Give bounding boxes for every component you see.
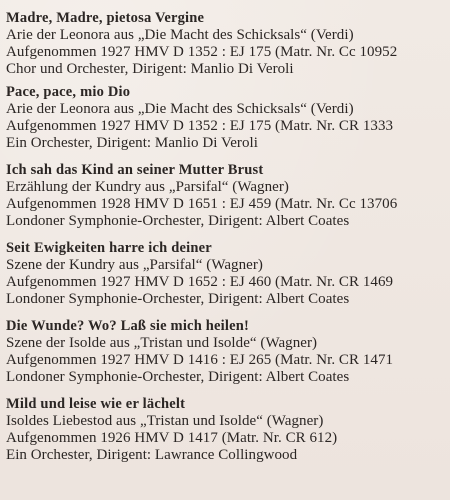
track-title: Mild und leise wie er lächelt bbox=[6, 396, 186, 412]
track-description: Erzählung der Kundry aus „Parsifal“ (Wagner) bbox=[6, 179, 289, 195]
recording-info: Aufgenommen 1927 HMV D 1416 : EJ 265 (Matr. Nr. CR 1471 bbox=[6, 352, 394, 368]
track-description: Szene der Kundry aus „Parsifal“ (Wagner) bbox=[6, 257, 263, 273]
track-title: Seit Ewigkeiten harre ich deiner bbox=[6, 240, 212, 256]
track-title: Madre, Madre, pietosa Vergine bbox=[6, 10, 205, 26]
performers-info: Londoner Symphonie-Orchester, Dirigent: Albert Coates bbox=[6, 369, 350, 385]
track-entry bbox=[6, 240, 450, 308]
track-entry bbox=[6, 162, 450, 230]
track-list bbox=[6, 10, 450, 464]
track-entry bbox=[6, 84, 450, 152]
recording-info: Aufgenommen 1927 HMV D 1352 : EJ 175 (Matr. Nr. Cc 10952 bbox=[6, 44, 398, 60]
performers-info: Ein Orchester, Dirigent: Lawrance Collingwood bbox=[6, 447, 298, 463]
performers-info: Londoner Symphonie-Orchester, Dirigent: Albert Coates bbox=[6, 213, 350, 229]
track-description: Szene der Isolde aus „Tristan und Isolde“ (Wagner) bbox=[6, 335, 318, 351]
track-title: Pace, pace, mio Dio bbox=[6, 84, 131, 100]
recording-info: Aufgenommen 1926 HMV D 1417 (Matr. Nr. CR 612) bbox=[6, 430, 338, 446]
track-entry bbox=[6, 396, 450, 464]
recording-info: Aufgenommen 1927 HMV D 1652 : EJ 460 (Matr. Nr. CR 1469 bbox=[6, 274, 394, 290]
recording-info: Aufgenommen 1927 HMV D 1352 : EJ 175 (Matr. Nr. CR 1333 bbox=[6, 118, 394, 134]
track-entry bbox=[6, 10, 450, 78]
performers-info: Ein Orchester, Dirigent: Manlio Di Veroli bbox=[6, 135, 258, 151]
track-description: Arie der Leonora aus „Die Macht des Schicksals“ (Verdi) bbox=[6, 101, 354, 117]
performers-info: Chor und Orchester, Dirigent: Manlio Di Veroli bbox=[6, 61, 294, 77]
recording-info: Aufgenommen 1928 HMV D 1651 : EJ 459 (Matr. Nr. Cc 13706 bbox=[6, 196, 398, 212]
track-description: Isoldes Liebestod aus „Tristan und Isolde“ (Wagner) bbox=[6, 413, 324, 429]
track-title: Ich sah das Kind an seiner Mutter Brust bbox=[6, 162, 264, 178]
track-title: Die Wunde? Wo? Laß sie mich heilen! bbox=[6, 318, 250, 334]
track-description: Arie der Leonora aus „Die Macht des Schicksals“ (Verdi) bbox=[6, 27, 354, 43]
track-entry bbox=[6, 318, 450, 386]
performers-info: Londoner Symphonie-Orchester, Dirigent: Albert Coates bbox=[6, 291, 350, 307]
